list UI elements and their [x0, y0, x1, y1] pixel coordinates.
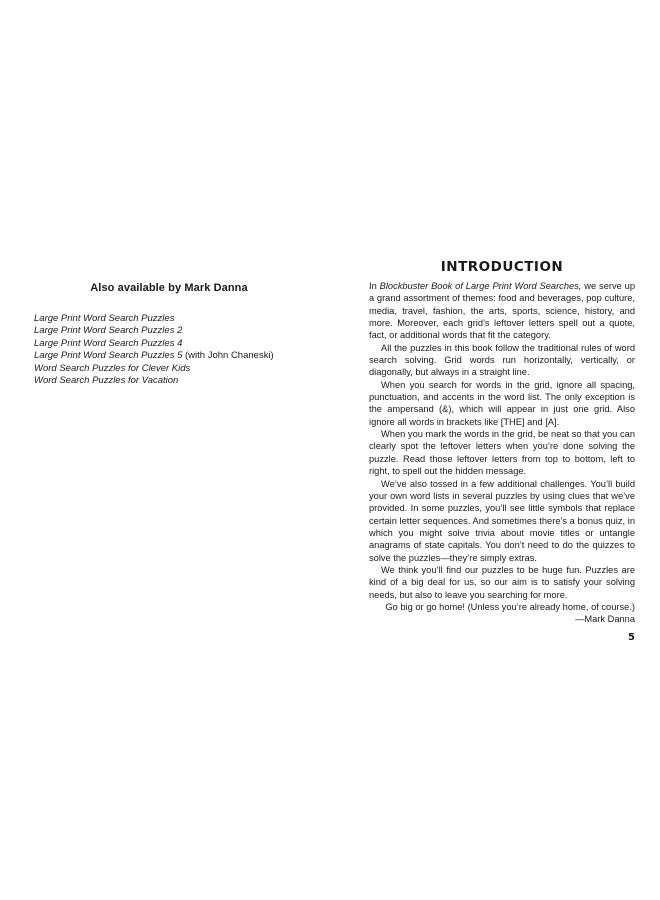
book-list-item [34, 338, 304, 350]
book-title: Word Search Puzzles for Vacation [34, 375, 179, 387]
challenges-paragraph: We’ve also tossed in a few additional challenges. You’ll build your own word lists in several puzzles by using clues that we’ve provided. In some puzzles, you’ll see little symbols that replace certain letter sequences. And sometimes there’s a bonus quiz, in which you might solve trivia about movie titles or untangle anagrams of state capitals. You don’t need to do the quizzes to solve the puzzles—they’re simply extras. [369, 478, 635, 563]
intro-prefix: In [369, 281, 380, 291]
book-title: Large Print Word Search Puzzles [34, 313, 175, 324]
intro-paragraph [369, 280, 635, 342]
search-paragraph: When you search for words in the grid, ignore all spacing, punctuation, and accents in the word list. The only exception is the ampersand (&), which will appear in just one grid. Also ignore all words in brackets like [THE] and [A]. [369, 379, 635, 427]
left-page [34, 282, 304, 387]
right-page [369, 259, 635, 643]
book-list-item [34, 313, 304, 325]
book-title: Large Print Word Search Puzzles 2 [34, 325, 183, 337]
intro-rest: we serve up a grand assortment of themes: food and beverages, pop culture, media, travel, fashion, the arts, sports, science, history, and more. Moreover, each grid’s leftover letters spell out a quote, fact, or additional words that fit the category. [369, 281, 636, 341]
page-number: 5 [628, 631, 635, 643]
book-list-item [34, 350, 304, 362]
book-list [34, 313, 304, 387]
book-list-item [34, 325, 304, 337]
also-available-heading: Also available by Mark Danna [90, 282, 248, 294]
book-title-italic: Blockbuster Book of Large Print Word Searches, [379, 281, 582, 291]
signature: —Mark Danna [575, 614, 635, 625]
closing-line: Go big or go home! (Unless you’re already home, of course.) [385, 601, 635, 612]
fun-paragraph: We think you’ll find our puzzles to be huge fun. Puzzles are kind of a big deal for us, so our aim is to satisfy your solving needs, but also to leave you searching for more. [369, 564, 635, 600]
book-title: Large Print Word Search Puzzles 5 [34, 350, 183, 362]
book-note: (with John Chaneski) [182, 350, 274, 362]
book-title: Word Search Puzzles for Clever Kids [34, 362, 191, 374]
introduction-title: INTRODUCTION [440, 259, 564, 275]
rules-paragraph: All the puzzles in this book follow the traditional rules of word search solving. Grid words run horizontally, vertically, or diagonally, but always in a straight line. [369, 342, 635, 378]
mark-paragraph: When you mark the words in the grid, be neat so that you can clearly spot the leftover letters when you’re done solving the puzzle. Read those leftover letters from top to bottom, left to right, to spell out the hidden message. [369, 429, 635, 477]
book-title: Large Print Word Search Puzzles 4 [34, 337, 183, 349]
book-list-item [34, 375, 304, 387]
book-list-item [34, 363, 304, 375]
